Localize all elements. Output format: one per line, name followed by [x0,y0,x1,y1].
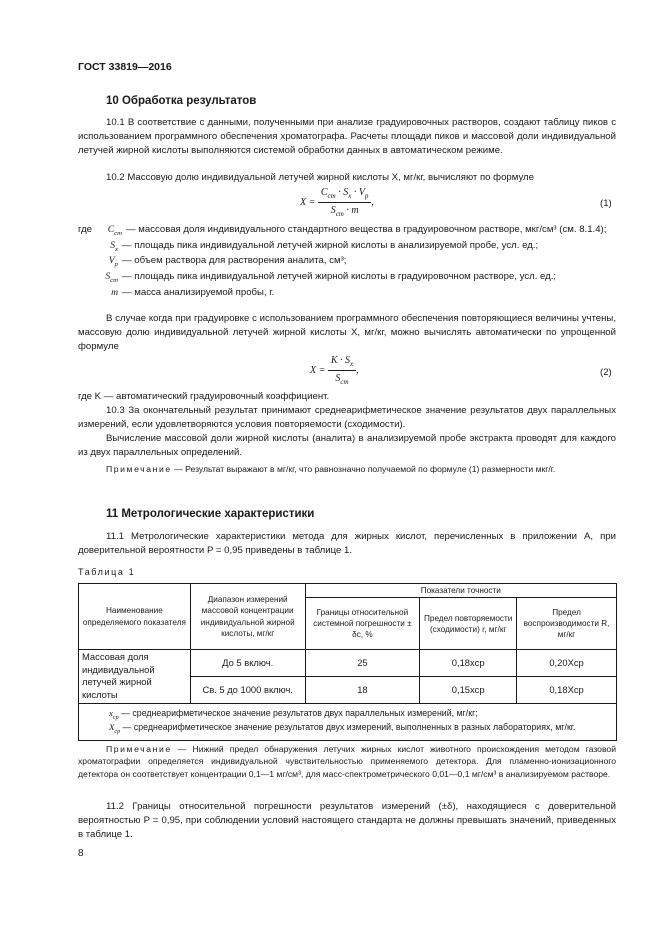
table-header-range: Диапазон измерений массовой концентрации индивидуальной жирной кислоты, мг/кг [190,584,305,650]
where-list: где $C_{ст}$ — массовая доля индивидуального стандартного вещества в градуировочном растворе, мкг/см³ (см. 8.1.4); $S_x$ — площадь пика индивидуальной летучей жирной кислоты в анализируемой пробе, усл. ед.; $V_р$ — объем раствора для растворения аналита, см³; $S_{ст}$ — площадь пика индивидуальной летучей жирной кислоты в градуировочном растворе, усл. ед.; m — масса анализируемой пробы, г. [78,224,607,298]
table-row-name: Массовая доля индивидуальной летучей жирной кислоты [79,650,191,704]
section-11-title: 11 Метрологические характеристики [106,508,315,520]
table-cell-range: Св. 5 до 1000 включ. [190,676,305,703]
table-cell-r: 0,18xср [420,650,517,677]
equation-number-2: (2) [600,367,612,378]
table-header-delta: Границы относительной системной погрешности ± δс, % [305,598,420,650]
table-header-name: Наименование определяемого показателя [79,584,191,650]
formula-2: X = $\frac{K \cdot S_x}{S_{ст}}$ , [310,355,359,387]
note-11: Примечание — Нижний предел обнаружения летучих жирных кислот животного происхождения методом газовой хроматографии определяется индивидуальной чувствительностью применяемого детектора. Для пламенно-ионизационного детектора он соответствует концентрации 0,1—1 мг/см³, для масс-спектрометрического 0,01—0,1 мг/см³ в анализируемом растворе. [78,744,616,779]
document-header: ГОСТ 33819—2016 [78,61,172,73]
page-number: 8 [78,848,84,859]
table-caption: Таблица 1 [78,567,136,577]
paragraph-10-3: 10.3 За окончательный результат принимают среднеарифметическое значение результатов двух параллельных измерений, если удовлетворяются условия повторяемости (сходимости). [78,405,616,430]
table-cell-R: 0,20Xср [517,650,617,677]
paragraph-10-calc: Вычисление массовой доли жирной кислоты (аналита) в анализируемой пробе экстракта проводят для каждого из двух параллельных определений. [78,433,616,458]
paragraph-11-1: 11.1 Метрологические характеристики метода для жирных кислот, перечисленных в приложении А, при доверительной вероятности P = 0,95 приведены в таблице 1. [78,531,616,556]
paragraph-10-1: 10.1 В соответствие с данными, полученными при анализе градуировочных растворов, создают таблицу пиков с использованием программного обеспечения хроматографа. Расчеты площади пиков и массовой доли индивидуальной летучей жирной кислоты выполняются системой обработки данных в автоматическом режиме. [78,117,616,156]
paragraph-10-2: 10.2 Массовую долю индивидуальной летучей жирной кислоты X, мг/кг, вычисляют по формуле [106,172,534,183]
table-cell-R: 0,18Xср [517,676,617,703]
equation-number-1: (1) [600,198,612,209]
table-header-accuracy-group: Показатели точности [305,584,616,598]
table-cell-range: До 5 включ. [190,650,305,677]
note-10: Примечание — Результат выражают в мг/кг, что равнозначно получаемой по формуле (1) размерности мкг/г. [106,464,556,474]
paragraph-11-2: 11.2 Границы относительной погрешности результатов измерений (±δ), находящиеся с доверительной вероятностью P = 0,95, при соблюдении условий настоящего стандарта не должны превышать значений, приведенных в таблице 1. [78,801,616,840]
table-cell-r: 0,15xср [420,676,517,703]
metrology-table [78,583,617,741]
section-10-title: 10 Обработка результатов [106,95,257,107]
table-cell-delta: 18 [305,676,420,703]
formula-1: X = $\frac{C_{ст} \cdot S_x \cdot V_р}{S_{ст} \cdot m}$ , [300,187,374,219]
table-header-repeatability: Предел повторяемости (сходимости) r, мг/кг [420,598,517,650]
paragraph-10-simplified: В случае когда при градуировке с использованием программного обеспечения повторяющиеся величины учтены, массовую долю индивидуальной летучей жирной кислоты X, мг/кг, можно вычислять автоматически по упрощенной формуле [78,313,616,352]
table-header-reproducibility: Предел воспроизводимости R, мг/кг [517,598,617,650]
table-footnote: $x_{ср}$ — среднеарифметическое значение результатов двух параллельных измерений, мг/кг; $X_{ср}$ — среднеарифметическое значение результатов двух измерений, выполненных в разных лабораториях, мг/кг. [79,703,617,740]
table-cell-delta: 25 [305,650,420,677]
paragraph-k-definition: где K — автоматический градуировочный коэффициент. [78,391,330,402]
